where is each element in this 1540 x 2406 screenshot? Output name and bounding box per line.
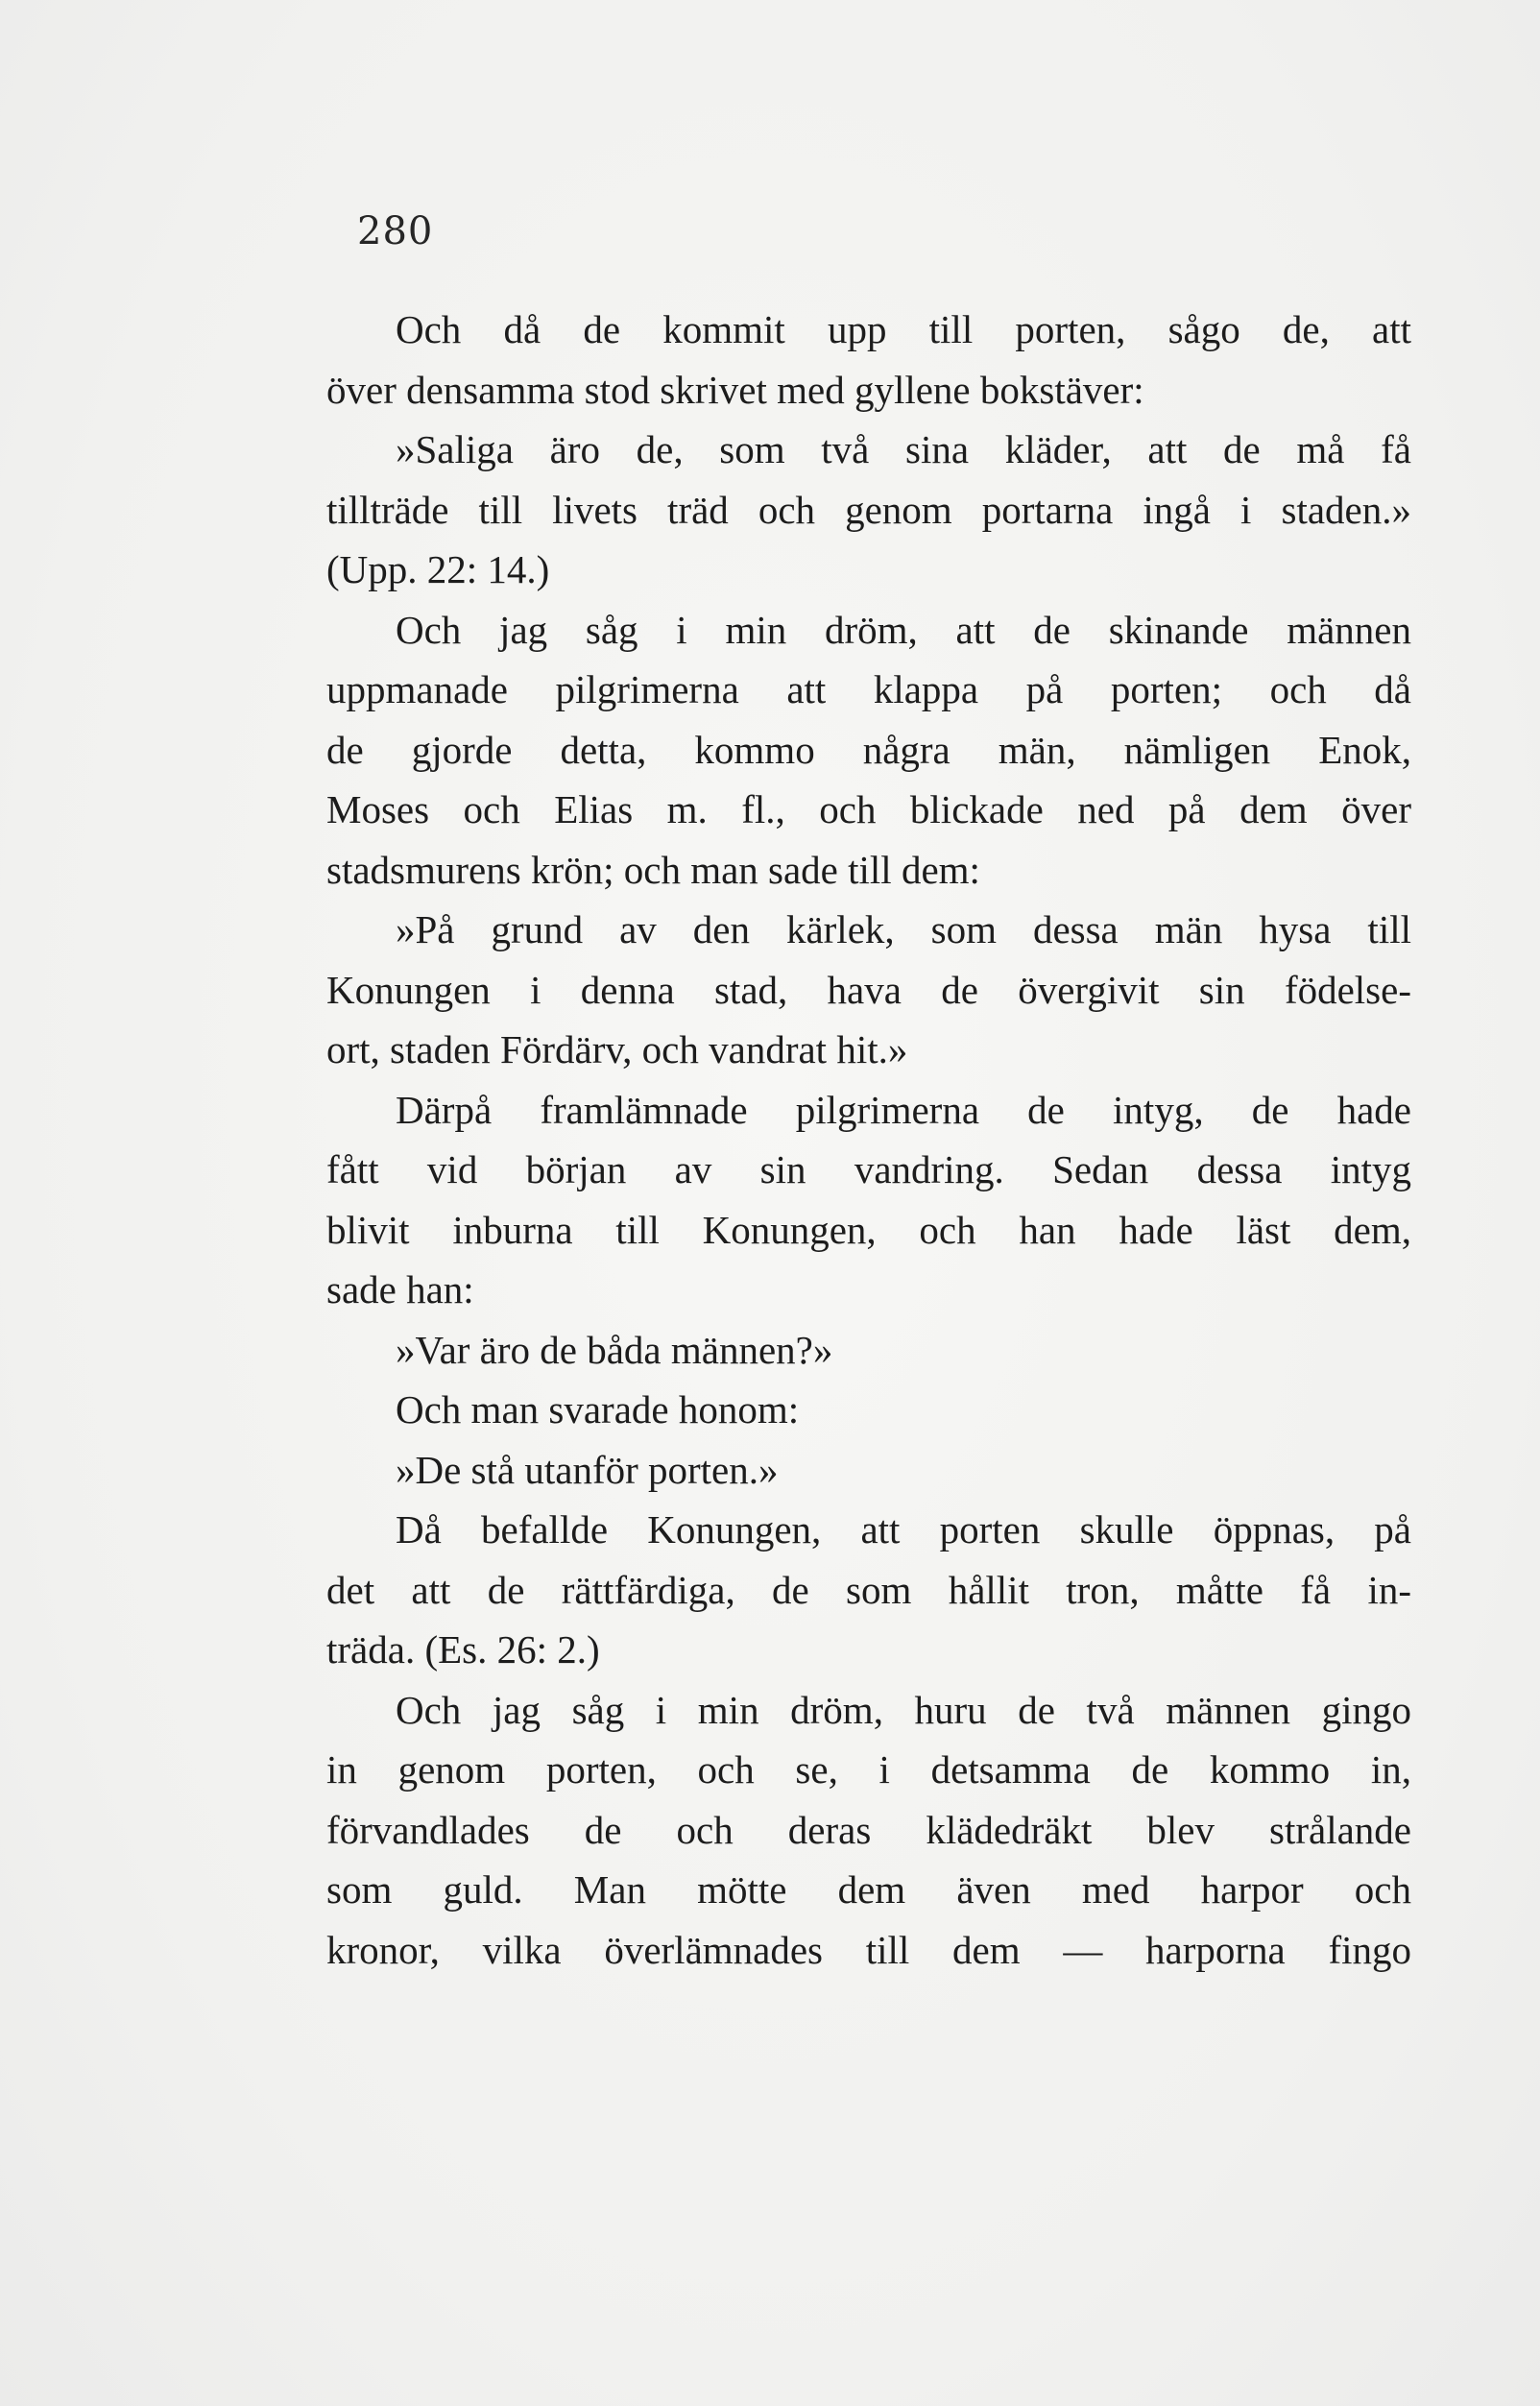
text-line: Moses och Elias m. fl., och blickade ned på dem över: [326, 787, 1411, 831]
text-line: sade han:: [326, 1267, 474, 1311]
text-line: Och jag såg i min dröm, huru de två männen gingo: [396, 1687, 1411, 1732]
text-line: Och jag såg i min dröm, att de skinande männen: [396, 607, 1411, 652]
text-line: »På grund av den kärlek, som dessa män hysa till: [396, 907, 1411, 951]
body-text: [326, 300, 1411, 1980]
text-line: »Var äro de båda männen?»: [396, 1327, 833, 1372]
text-line: »De stå utanför porten.»: [396, 1447, 779, 1492]
text-line: kronor, vilka överlämnades till dem — harporna fingo: [326, 1927, 1411, 1972]
text-line: (Upp. 22: 14.): [326, 547, 550, 591]
text-line: de gjorde detta, kommo några män, nämligen Enok,: [326, 727, 1411, 772]
text-line: fått vid början av sin vandring. Sedan dessa intyg: [326, 1147, 1411, 1191]
text-line: ort, staden Fördärv, och vandrat hit.»: [326, 1027, 908, 1071]
text-line: Därpå framlämnade pilgrimerna de intyg, de hade: [396, 1087, 1411, 1132]
text-line: uppmanade pilgrimerna att klappa på porten; och då: [326, 667, 1411, 711]
text-line: det att de rättfärdiga, de som hållit tron, måtte få in-: [326, 1567, 1411, 1612]
text-line: Och man svarade honom:: [396, 1387, 800, 1432]
page-number: 280: [357, 209, 434, 253]
text-line: Konungen i denna stad, hava de övergivit sin födelse-: [326, 967, 1411, 1012]
text-line: in genom porten, och se, i detsamma de kommo in,: [326, 1747, 1411, 1792]
text-line: stadsmurens krön; och man sade till dem:: [326, 847, 980, 892]
text-line: som guld. Man mötte dem även med harpor och: [326, 1867, 1411, 1912]
text-line: förvandlades de och deras klädedräkt blev strålande: [326, 1807, 1411, 1852]
text-line: träda. (Es. 26: 2.): [326, 1627, 600, 1672]
text-line: »Saliga äro de, som två sina kläder, att de må få: [396, 427, 1411, 471]
text-line: Då befallde Konungen, att porten skulle öppnas, på: [396, 1507, 1411, 1552]
text-line: blivit inburna till Konungen, och han hade läst dem,: [326, 1207, 1411, 1252]
text-line: över densamma stod skrivet med gyllene bokstäver:: [326, 367, 1144, 412]
text-line: Och då de kommit upp till porten, sågo de, att: [396, 307, 1411, 351]
text-line: tillträde till livets träd och genom portarna ingå i staden.»: [326, 487, 1411, 532]
